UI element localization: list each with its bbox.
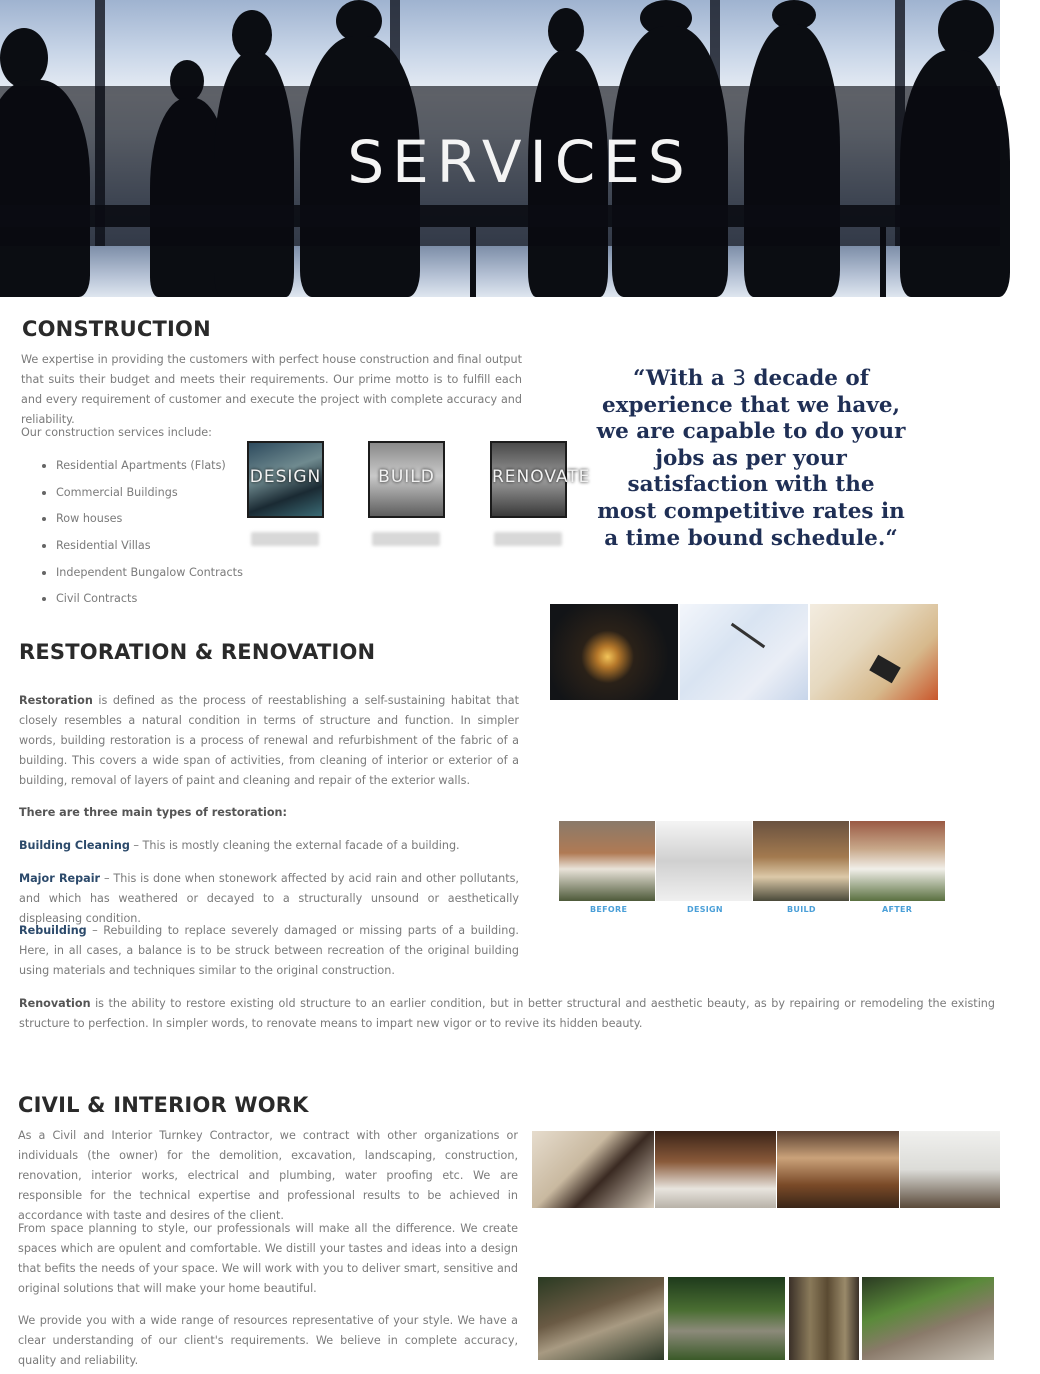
- restoration-heading: RESTORATION & RENOVATION: [19, 640, 376, 664]
- experience-quote: [596, 366, 906, 552]
- renovation-process-image: [559, 821, 945, 901]
- restoration-types-heading: There are three main types of restoration:: [19, 806, 287, 819]
- quote-text: decade of experience that we have, we are capable to do your jobs as per your satisfaction with the most competitive rates in a time bound schedule.“: [596, 366, 906, 551]
- civil-paragraph-1: As a Civil and Interior Turnkey Contractor, we contract with other organizations or individuals (the owner) for the demolition, excavation, landscaping, construction, renovation, interior works, electrical and plumbing, water proofing etc. We are responsible for the technical expertise and professional results to be achieved in accordance with taste and desires of the client.: [18, 1129, 518, 1222]
- hero-banner: [0, 0, 1000, 297]
- renovate-tile-label: RENOVATE: [492, 467, 591, 487]
- list-item: Independent Bungalow Contracts: [42, 563, 243, 590]
- quote-number: 3: [732, 366, 747, 391]
- quote-text: “With a: [632, 366, 733, 391]
- restoration-definition: [19, 691, 519, 791]
- blurred-caption: [251, 532, 319, 546]
- restoration-type-rebuilding: [19, 921, 519, 981]
- blurred-caption: [494, 532, 562, 546]
- restoration-image-strip: [550, 604, 938, 700]
- construction-services-list: [42, 456, 243, 616]
- caption-after: AFTER: [882, 905, 913, 914]
- restoration-text: is defined as the process of reestablishing a self-sustaining habitat that closely resembles a natural condition in terms of structure and function. In simpler words, building restoration is a process of renewal and refurbishment of the fabric of a building. This covers a wide span of activities, from cleaning of interior or exterior of a building, removal of layers of paint and cleaning and repair of the exterior walls.: [19, 694, 519, 787]
- build-tile-label: BUILD: [378, 467, 435, 487]
- civil-heading: CIVIL & INTERIOR WORK: [18, 1093, 309, 1117]
- interior-image-strip: [532, 1131, 1000, 1208]
- type-term: Building Cleaning: [19, 839, 130, 852]
- restoration-term: Restoration: [19, 694, 93, 707]
- caption-before: BEFORE: [590, 905, 628, 914]
- caption-design: DESIGN: [687, 905, 723, 914]
- restoration-type-repair: [19, 869, 519, 929]
- renovate-tile[interactable]: [490, 441, 591, 518]
- landscape-image-strip: [538, 1277, 994, 1360]
- blurred-caption: [372, 532, 440, 546]
- construction-intro: We expertise in providing the customers with perfect house construction and final output that suits their budget and meets their requirements. Our prime motto is to fulfill each and every requirement of customer and execute the project with complete accuracy and reliability.: [21, 353, 522, 426]
- renovation-term: Renovation: [19, 997, 91, 1010]
- caption-build: BUILD: [787, 905, 816, 914]
- construction-heading: CONSTRUCTION: [22, 317, 211, 341]
- design-tile[interactable]: [247, 441, 324, 518]
- renovation-definition: [19, 994, 995, 1034]
- list-item: Row houses: [42, 509, 243, 536]
- list-item: Residential Apartments (Flats): [42, 456, 243, 483]
- civil-paragraph-2: From space planning to style, our professionals will make all the difference. We create spaces which are opulent and comfortable. We distill your tastes and ideas into a design that befits the needs of your space. We will work with you to deliver smart, sensitive and original solutions that will make your home beautiful.: [18, 1222, 518, 1295]
- type-term: Rebuilding: [19, 924, 87, 937]
- renovation-text: is the ability to restore existing old structure to an earlier condition, but in better structural and aesthetic beauty, as by repairing or remodeling the existing structure to perfection. In simpler words, to renovate means to impart new vigor or to revive its hidden beauty.: [19, 997, 995, 1030]
- list-item: Civil Contracts: [42, 589, 243, 616]
- page-title: SERVICES: [347, 128, 693, 196]
- type-text: – This is done when stonework affected by acid rain and other pollutants, and which has weathered or decayed to a structurally unsound or aesthetically displeasing condition.: [19, 872, 519, 925]
- civil-paragraph-3: We provide you with a wide range of resources representative of your style. We have a clear understanding of our client's requirements. We believe in complete accuracy, quality and reliability.: [18, 1314, 518, 1367]
- construction-list-intro: Our construction services include:: [21, 426, 212, 439]
- type-text: – Rebuilding to replace severely damaged or missing parts of a building. Here, in all cases, a balance is to be struck between recreation of the original building using materials and techniques similar to the original construction.: [19, 924, 519, 977]
- restoration-type-cleaning: [19, 836, 519, 856]
- build-tile[interactable]: [368, 441, 445, 518]
- type-term: Major Repair: [19, 872, 101, 885]
- design-tile-label: DESIGN: [249, 467, 322, 487]
- type-text: – This is mostly cleaning the external facade of a building.: [129, 839, 460, 852]
- list-item: Residential Villas: [42, 536, 243, 563]
- list-item: Commercial Buildings: [42, 483, 243, 510]
